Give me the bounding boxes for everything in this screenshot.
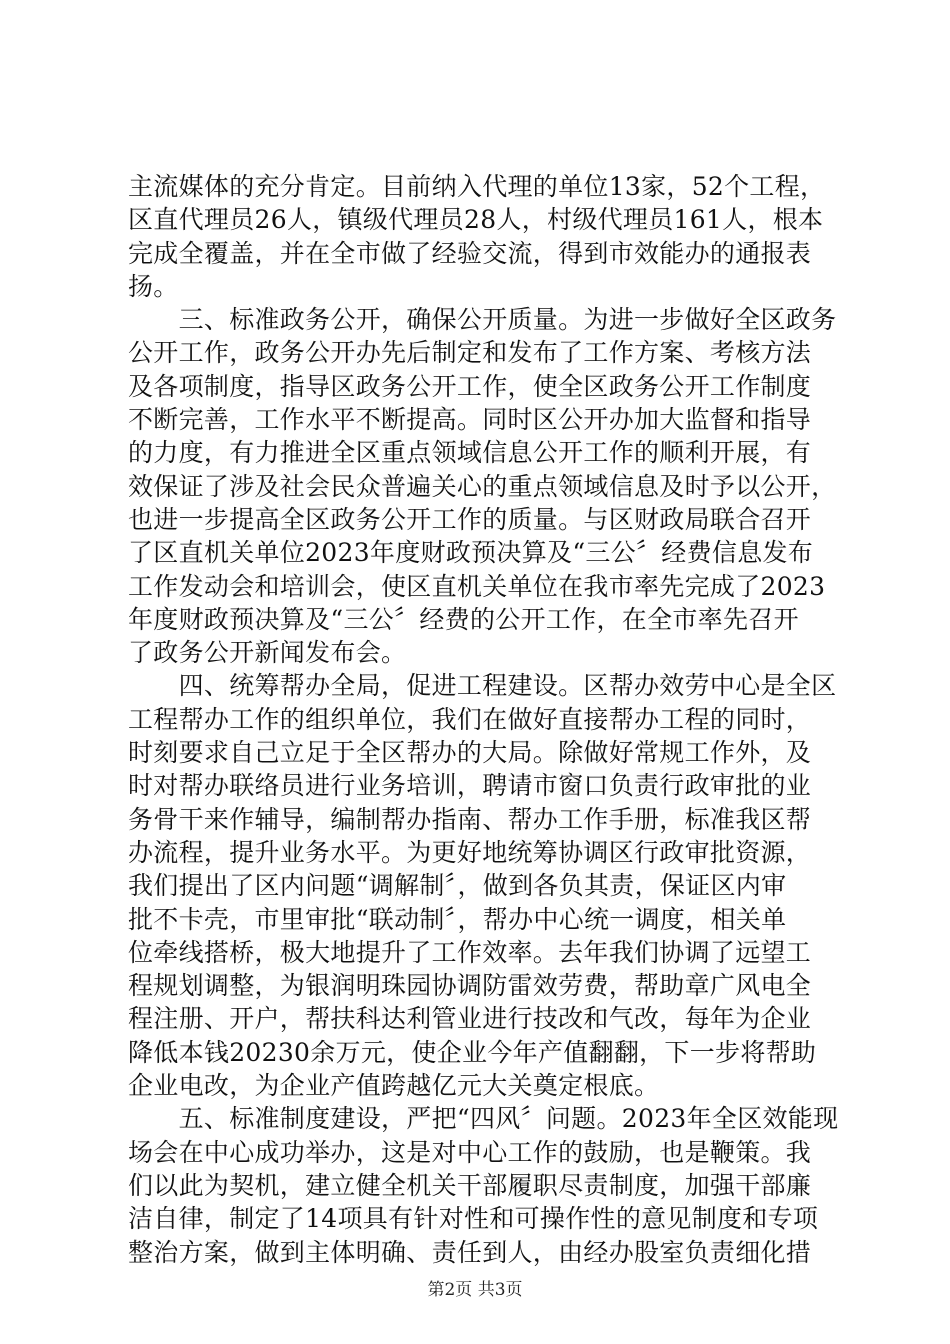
text-line: 及各项制度，指导区政务公开工作，使全区政务公开工作制度	[128, 371, 812, 401]
text-line: 时刻要求自己立足于全区帮办的大局。除做好常规工作外，及	[128, 738, 812, 768]
text-line: 位牵线搭桥，极大地提升了工作效率。去年我们协调了远望工	[128, 937, 812, 967]
text-line: 务骨干来作辅导，编制帮办指南、帮办工作手册，标准我区帮	[128, 804, 812, 834]
text-line: 主流媒体的充分肯定。目前纳入代理的单位13家，52个工程，	[128, 172, 826, 201]
text-line: 了区直机关单位2023年度财政预决算及“三公〞经费信息发布	[128, 538, 814, 568]
text-line: 区直代理员26人，镇级代理员28人，村级代理员161人，根本	[128, 205, 824, 235]
text-line: 效保证了涉及社会民众普遍关心的重点领域信息及时予以公开，	[128, 471, 837, 501]
text-line: 时对帮办联络员进行业务培训，聘请市窗口负责行政审批的业	[128, 771, 812, 801]
text-line: 程注册、开户，帮扶科达利管业进行技改和气改，每年为企业	[128, 1004, 812, 1034]
text-line: 年度财政预决算及“三公〞经费的公开工作，在全市率先召开	[128, 604, 799, 634]
text-line: 也进一步提高全区政务公开工作的质量。与区财政局联合召开	[128, 504, 812, 534]
text-line: 们以此为契机，建立健全机关干部履职尽责制度，加强干部廉	[128, 1170, 812, 1200]
text-line: 整治方案，做到主体明确、责任到人，由经办股室负责细化措	[128, 1237, 812, 1267]
text-line: 的力度，有力推进全区重点领域信息公开工作的顺利开展，有	[128, 438, 812, 468]
text-line: 办流程，提升业务水平。为更好地统筹协调区行政审批资源，	[128, 837, 812, 867]
text-line: 三、标准政务公开，确保公开质量。为进一步做好全区政务	[128, 305, 837, 335]
text-line: 工作发动会和培训会，使区直机关单位在我市率先完成了2023	[128, 571, 826, 601]
page-footer: 第2页 共3页	[427, 1280, 523, 1300]
text-line: 完成全覆盖，并在全市做了经验交流，得到市效能办的通报表	[128, 238, 812, 268]
text-line: 场会在中心成功举办，这是对中心工作的鼓励，也是鞭策。我	[128, 1137, 812, 1167]
text-line: 扬。	[128, 271, 179, 301]
text-line: 程规划调整，为银润明珠园协调防雷效劳费，帮助章广风电全	[128, 971, 812, 1001]
text-line: 四、统筹帮办全局，促进工程建设。区帮办效劳中心是全区	[128, 671, 837, 701]
text-line: 企业电改，为企业产值跨越亿元大关奠定根底。	[128, 1071, 660, 1101]
text-line: 我们提出了区内问题“调解制〞，做到各负其责，保证区内审	[128, 871, 787, 901]
text-line: 不断完善，工作水平不断提高。同时区公开办加大监督和指导	[128, 405, 812, 435]
text-line: 洁自律，制定了14项具有针对性和可操作性的意见制度和专项	[128, 1204, 819, 1234]
text-line: 降低本钱20230余万元，使企业今年产值翻翻，下一步将帮助	[128, 1037, 817, 1067]
text-line: 公开工作，政务公开办先后制定和发布了工作方案、考核方法	[128, 338, 812, 368]
text-line: 了政务公开新闻发布会。	[128, 638, 407, 668]
text-line: 工程帮办工作的组织单位，我们在做好直接帮办工程的同时，	[128, 704, 812, 734]
text-line: 五、标准制度建设，严把“四风〞问题。2023年全区效能现	[128, 1104, 839, 1134]
text-line: 批不卡壳，市里审批“联动制〞，帮办中心统一调度，相关单	[128, 904, 787, 934]
body-text	[128, 170, 848, 1269]
